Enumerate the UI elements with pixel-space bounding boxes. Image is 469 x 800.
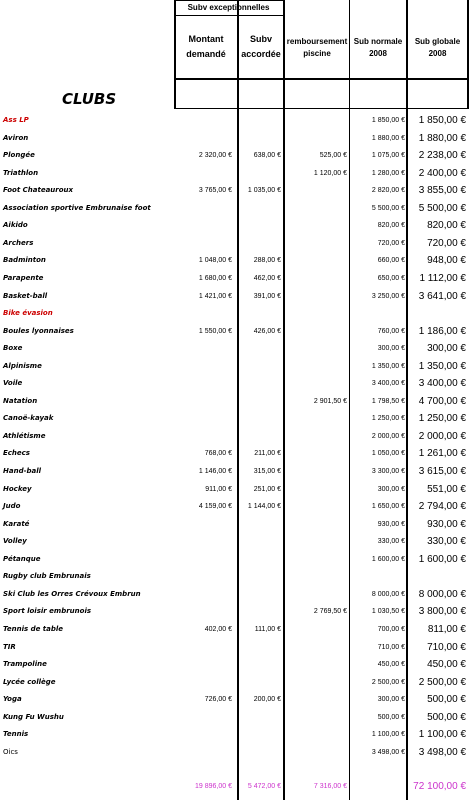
header-bottom-line <box>174 78 469 80</box>
cell-montant: 768,00 € <box>204 450 232 458</box>
club-name: Plongée <box>3 151 35 160</box>
cell-globale: 3 855,00 € <box>418 185 466 197</box>
title-bottom-line <box>174 108 469 109</box>
table-row <box>0 674 469 691</box>
table-row <box>0 656 469 673</box>
cell-normale: 1 650,00 € <box>371 503 405 511</box>
cell-normale: 2 820,00 € <box>371 187 405 195</box>
totals-row <box>0 778 469 795</box>
cell-rembours: 2 769,50 € <box>313 608 347 616</box>
cell-accordee: 391,00 € <box>253 292 281 300</box>
club-name: Echecs <box>3 449 30 458</box>
club-name: Aikido <box>3 221 28 230</box>
cell-montant: 1 146,00 € <box>198 468 232 475</box>
cell-normale: 1 600,00 € <box>371 555 405 563</box>
cell-normale: 700,00 € <box>377 625 405 633</box>
club-name: Athlétisme <box>3 431 46 440</box>
club-name: Tennis <box>3 730 29 739</box>
club-name: Kung Fu Wushu <box>3 712 64 721</box>
total-globale: 72 100,00 € <box>413 781 466 792</box>
cell-montant: 402,00 € <box>204 625 232 633</box>
cell-globale: 1 350,00 € <box>418 360 466 372</box>
cell-globale: 330,00 € <box>427 536 466 548</box>
cell-globale: 1 850,00 € <box>418 115 466 126</box>
club-name: Sport loisir embrunois <box>3 607 92 616</box>
club-name: Ass LP <box>3 116 29 124</box>
cell-globale: 720,00 € <box>427 237 466 249</box>
cell-accordee: 1 144,00 € <box>247 503 281 511</box>
cell-globale: 820,00 € <box>427 220 466 232</box>
cell-globale: 450,00 € <box>427 659 466 671</box>
cell-accordee: 111,00 € <box>254 625 281 633</box>
table-row <box>0 182 469 199</box>
cell-accordee: 200,00 € <box>253 696 281 704</box>
table-row <box>0 235 469 252</box>
club-name: Natation <box>3 396 38 405</box>
club-name: Judo <box>3 502 21 511</box>
table-row <box>0 270 469 287</box>
club-name: Aviron <box>3 133 29 142</box>
header-group-label: Subv exceptionnelles <box>187 3 270 12</box>
table-row <box>0 744 469 761</box>
cell-globale: 2 238,00 € <box>418 150 466 162</box>
total-montant: 19 896,00 € <box>195 783 232 790</box>
cell-montant: 1 550,00 € <box>198 327 232 335</box>
cell-normale: 820,00 € <box>377 222 405 230</box>
cell-normale: 650,00 € <box>377 274 405 282</box>
cell-globale: 4 700,00 € <box>418 395 466 407</box>
cell-normale: 3 498,00 € <box>371 748 405 756</box>
table-row <box>0 393 469 410</box>
cell-normale: 3 400,00 € <box>371 380 405 388</box>
table-row <box>0 217 469 234</box>
header-remboursement: remboursement piscine <box>286 37 348 58</box>
club-name: Triathlon <box>3 168 39 177</box>
cell-normale: 1 880,00 € <box>371 134 405 142</box>
header-top-line <box>174 0 283 1</box>
table-row <box>0 340 469 357</box>
cell-normale: 2 500,00 € <box>371 678 405 686</box>
cell-accordee: 462,00 € <box>253 274 281 282</box>
table-row <box>0 709 469 726</box>
table-row <box>0 498 469 515</box>
table-row <box>0 130 469 147</box>
cell-globale: 710,00 € <box>427 641 466 653</box>
club-name: Trampoline <box>3 660 47 669</box>
cell-normale: 300,00 € <box>377 485 405 493</box>
cell-globale: 3 615,00 € <box>418 466 466 477</box>
club-name: Karaté <box>3 519 30 528</box>
cell-globale: 1 250,00 € <box>418 413 466 425</box>
cell-rembours: 1 120,00 € <box>313 169 347 177</box>
cell-montant: 726,00 € <box>204 696 232 704</box>
table-row <box>0 165 469 182</box>
header-globale: Sub globale 2008 <box>414 37 461 58</box>
cell-montant: 1 680,00 € <box>198 274 232 282</box>
club-name: TIR <box>3 642 16 651</box>
cell-globale: 1 600,00 € <box>418 553 466 565</box>
club-name: Parapente <box>3 273 44 282</box>
cell-accordee: 638,00 € <box>253 152 281 160</box>
cell-globale: 500,00 € <box>427 694 466 706</box>
cell-normale: 720,00 € <box>377 239 405 247</box>
cell-normale: 1 030,50 € <box>371 608 405 616</box>
cell-normale: 760,00 € <box>377 327 405 335</box>
cell-globale: 1 186,00 € <box>418 325 466 337</box>
cell-montant: 911,00 € <box>205 485 232 493</box>
cell-normale: 300,00 € <box>377 696 405 704</box>
club-name: Basket-ball <box>3 291 48 300</box>
cell-globale: 551,00 € <box>427 483 466 495</box>
club-name: Rugby club Embrunais <box>3 572 91 581</box>
table-row <box>0 428 469 445</box>
club-name: Association sportive Embrunaise foot <box>3 203 151 212</box>
cell-normale: 500,00 € <box>377 713 405 721</box>
table-row <box>0 533 469 550</box>
cell-globale: 2 000,00 € <box>418 430 466 442</box>
table-row <box>0 691 469 708</box>
cell-normale: 450,00 € <box>377 661 405 669</box>
cell-montant: 1 048,00 € <box>198 257 232 265</box>
cell-globale: 1 100,00 € <box>418 729 466 741</box>
club-name: Hand-ball <box>3 467 42 475</box>
table-row <box>0 305 469 322</box>
club-name: Hockey <box>3 484 32 493</box>
cell-globale: 500,00 € <box>427 711 466 723</box>
club-name: Voile <box>3 379 23 388</box>
table-row <box>0 516 469 533</box>
table-row <box>0 551 469 568</box>
cell-normale: 1 250,00 € <box>371 415 405 423</box>
table-row <box>0 603 469 620</box>
cell-globale: 1 880,00 € <box>418 132 466 144</box>
table-row <box>0 112 469 129</box>
table-row <box>0 463 469 480</box>
cell-globale: 5 500,00 € <box>418 202 466 214</box>
cell-normale: 8 000,00 € <box>371 590 405 598</box>
table-row <box>0 586 469 603</box>
cell-globale: 811,00 € <box>427 623 466 635</box>
table-row <box>0 200 469 217</box>
cell-normale: 3 250,00 € <box>371 292 405 300</box>
club-name: Lycée collège <box>3 677 56 686</box>
cell-normale: 2 000,00 € <box>371 432 405 440</box>
table-row <box>0 726 469 743</box>
club-name: Ski Club les Orres Crévoux Embrun <box>3 589 141 598</box>
table-row <box>0 639 469 656</box>
club-name: Pétanque <box>3 554 41 563</box>
cell-normale: 930,00 € <box>377 520 405 528</box>
table-row <box>0 358 469 375</box>
cell-globale: 930,00 € <box>427 518 466 530</box>
cell-normale: 330,00 € <box>377 538 405 546</box>
header-accordee: Subv accordée <box>241 34 281 59</box>
table-row <box>0 288 469 305</box>
total-rembours: 7 316,00 € <box>313 783 347 790</box>
club-name: Archers <box>3 238 34 247</box>
table-row <box>0 445 469 462</box>
club-name: Alpinisme <box>3 361 42 370</box>
header-montant: Montant demandé <box>186 34 226 59</box>
cell-globale: 948,00 € <box>427 255 466 267</box>
cell-accordee: 251,00 € <box>253 485 281 493</box>
cell-normale: 1 350,00 € <box>371 362 405 370</box>
cell-globale: 2 500,00 € <box>418 676 466 688</box>
cell-globale: 3 641,00 € <box>418 290 466 302</box>
cell-accordee: 1 035,00 € <box>247 187 281 195</box>
cell-accordee: 211,00 € <box>254 450 281 458</box>
table-row <box>0 410 469 427</box>
club-name: Boules lyonnaises <box>3 326 74 335</box>
cell-globale: 2 400,00 € <box>418 167 466 179</box>
header-group-line <box>174 15 283 16</box>
table-row <box>0 375 469 392</box>
club-name: Canoë-kayak <box>3 414 54 423</box>
club-name: Boxe <box>3 344 23 353</box>
cell-montant: 3 765,00 € <box>198 187 232 195</box>
club-name: Bike évasion <box>3 309 53 318</box>
cell-globale: 1 112,00 € <box>419 272 466 284</box>
table-row <box>0 147 469 164</box>
table-row <box>0 481 469 498</box>
cell-globale: 3 498,00 € <box>418 746 466 758</box>
cell-accordee: 315,00 € <box>253 468 281 475</box>
cell-normale: 3 300,00 € <box>371 468 405 475</box>
table-row <box>0 568 469 585</box>
cell-montant: 1 421,00 € <box>198 292 232 300</box>
club-name: Yoga <box>3 695 22 704</box>
cell-normale: 1 100,00 € <box>371 731 405 739</box>
club-name: Foot Chateauroux <box>3 186 74 195</box>
cell-globale: 3 400,00 € <box>418 378 466 390</box>
cell-globale: 8 000,00 € <box>418 588 466 600</box>
cell-normale: 1 050,00 € <box>371 450 405 458</box>
cell-normale: 710,00 € <box>377 643 405 651</box>
cell-normale: 300,00 € <box>377 345 405 353</box>
cell-normale: 1 075,00 € <box>371 152 405 160</box>
table-row <box>0 621 469 638</box>
table-row <box>0 252 469 269</box>
club-name: Volley <box>3 537 27 546</box>
club-name: Tennis de table <box>3 624 64 633</box>
cell-rembours: 525,00 € <box>319 152 347 160</box>
total-accordee: 5 472,00 € <box>247 783 281 790</box>
header-normale: Sub normale 2008 <box>353 37 403 58</box>
cell-montant: 2 320,00 € <box>198 152 232 160</box>
cell-normale: 1 798,50 € <box>371 397 405 405</box>
cell-accordee: 288,00 € <box>253 257 281 265</box>
cell-montant: 4 159,00 € <box>198 503 232 511</box>
cell-normale: 1 280,00 € <box>371 169 405 177</box>
section-title: CLUBS <box>62 90 117 108</box>
cell-normale: 5 500,00 € <box>371 204 405 212</box>
club-name: Badminton <box>3 256 46 265</box>
cell-globale: 1 261,00 € <box>418 448 466 460</box>
cell-globale: 3 800,00 € <box>418 606 466 618</box>
cell-normale: 660,00 € <box>377 257 405 265</box>
club-name: Oics <box>3 747 18 756</box>
cell-accordee: 426,00 € <box>253 327 281 335</box>
cell-rembours: 2 901,50 € <box>313 397 347 405</box>
table-row <box>0 323 469 340</box>
cell-globale: 2 794,00 € <box>418 501 466 513</box>
cell-globale: 300,00 € <box>427 343 466 355</box>
cell-normale: 1 850,00 € <box>371 117 405 124</box>
